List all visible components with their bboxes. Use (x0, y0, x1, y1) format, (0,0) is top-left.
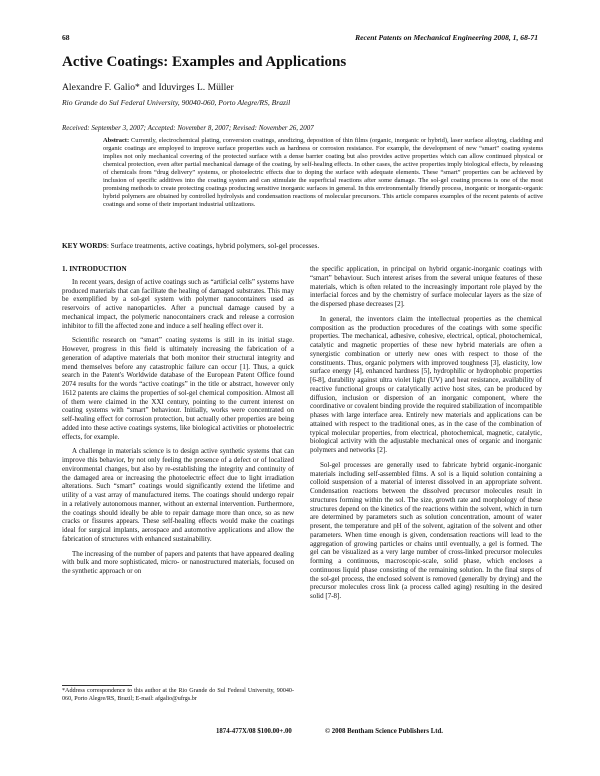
submission-dates: Received: September 3, 2007; Accepted: November 8, 2007; Revised: November 26, 2007 (62, 124, 314, 132)
abstract-label: Abstract: (103, 137, 130, 144)
abstract (103, 137, 543, 209)
article-title: Active Coatings: Examples and Applications (62, 54, 347, 70)
paragraph: The increasing of the number of papers and patents that have appeared dealing with bulk and more sophisticated, micro- or nanostructured materials, focused on the synthetic approach or on (62, 549, 294, 575)
right-column (310, 265, 542, 607)
footnote-divider (62, 685, 132, 686)
affiliation: Rio Grande do Sul Federal University, 90040-060, Porto Alegre/RS, Brazil (62, 98, 291, 107)
paragraph: In recent years, design of active coatings such as “artificial cells” systems have produced materials that can facilitate the healing of damaged substrates. This may be exemplified by a sol-gel system with polymer nanocontainers used as reservoirs of active nanoparticles. After a punctual damage caused by a mechanical impact, the polymeric nanocontainers crack and release a corrosion inhibitor to fill the affected zone and induce a self healing effect over it. (62, 277, 294, 330)
issn-price: 1874-477X/08 $100.00+.00 (216, 728, 292, 735)
section-heading: 1. INTRODUCTION (62, 265, 127, 273)
page-number: 68 (62, 33, 70, 42)
paragraph: In general, the inventors claim the intellectual properties as the chemical composition as the production procedures of the coatings with some specific properties. The mechanical, adhesive, cohesive, electrical, optical, photochemical, catalytic and magnetic properties of these new hybrid materials are often a synergistic combination or utterly new ones with respect to those of the constituents. Thus, organic polymers with improved toughness [3], elasticity, low surface energy [4], enhanced hardness [5], hydrophilic or hydrophobic properties [6-8], durability against ultra violet light (UV) and heat resistance, availability of reactive functional groups or catalytically active host sites, can be produced by diffusion, inclusion or dispersion of an inorganic component, where the coordinative or covalent binding provide the required stabilization of incompatible phases with large interface area. Entirely new materials and applications can be attained with respect to the traditional ones, as in the case of the combination of typical molecular properties, from electrical, photochemical, magnetic, catalytic, biological activity with the adjustable mechanical ones of organic and inorganic polymers and networks [2]. (310, 314, 542, 454)
abstract-text: Currently, electrochemical plating, conversion coatings, anodizing, deposition of thin films (organic, inorganic or hybrid), laser surface alloying, cladding and organic coatings are employed to improve surface properties such as hardness or corrosion resistance. For example, the development of new “smart” coating systems implies not only mechanical covering of the protected surface with a dense barrier coating but also provides active properties which can allow continued physical or chemical protection, even after partial mechanical damage of the coating, by self-healing effects. In other cases, the active properties imply biological effects, by releasing of chemicals from “drug delivery” systems, or photoelectric effects due to doping the surface with adequate elements. These “smart” properties can be achieved by inclusion of specific additives into the coating system and can stimulate the superficial reactions after some damage. The sol-gel coating process is one of the most promising methods to create protecting coatings producing sensitive inorganic surfaces in general. In this environmentally friendly process, inorganic or inorganic-organic hybrid polymers are obtained by controlled hydrolysis and condensation reactions of molecular precursors. This article compares examples of the recent patents of active coatings and some of their important industrial utilizations. (103, 137, 543, 209)
journal-citation: Recent Patents on Mechanical Engineering 2008, 1, 68-71 (355, 33, 538, 42)
copyright: © 2008 Bentham Science Publishers Ltd. (325, 728, 443, 735)
paragraph: the specific application, in principal on hybrid organic-inorganic coatings with “smart” behaviour. Such interest arises from the several unique features of these materials, which is often related to the increasingly important role played by the interfacial forces and by the chemistry of surface molecular layers as the size of the dispersed phase decreases [2]. (310, 265, 542, 308)
keywords (62, 241, 542, 250)
paragraph: Sol-gel processes are generally used to fabricate hybrid organic-inorganic materials including self-assembled films. A sol is a liquid solution containing a colloid suspension of a material of interest dissolved in an appropriate solvent. Condensation reactions between the dissolved precursor molecules result in structures forming within the sol. The size, growth rate and morphology of these structures depend on the kinetics of the reactions within the solvent, which in turn are determined by parameters such as solution concentration, amount of water present, the temperature and pH of the solvent, agitation of the solvent and other parameters. When time enough is given, condensation reactions will lead to the aggregation of growing particles or chains until eventually, a gel is formed. The gel can be visualized as a very large number of cross-linked precursor molecules forming a continuous, macroscopic-scale, solid phase, which encloses a continuous liquid phase consisting of the remaining solution. In the final steps of the sol-gel process, the enclosed solvent is removed (generally by drying) and the precursor molecules cross link (a process called aging) resulting in the desired solid [7-8]. (310, 460, 542, 600)
correspondence-footnote: *Address correspondence to this author at the Rio Grande do Sul Federal University, 90040-060, Porto Alegre/RS, Brazil; E-mail: afgalio@ufrgs.br (62, 688, 294, 702)
paragraph: Scientific research on “smart” coating systems is still in its initial stage. However, progress in this field is ultimately increasing the fabrication of a generation of adaptive materials that both monitor their structural integrity and mend themselves before any catastrophic failure can occur [1]. Thus, a quick search in the Patent's Worldwide database of the European Patent Office found 2074 results for the words “active coatings” in the title or abstract, however only 1612 patents are claims the properties of sol-gel chemical composition. Almost all of them were claimed in the XXI century, pointing to the current interest on coating systems with “smart” behaviour. Initially, works were concentrated on self-healing effect for corrosion protection, but actually other properties are being added into these active coatings systems, like biological activities or photoelectric effects, for example. (62, 336, 294, 441)
keywords-label: KEY WORDS (62, 241, 107, 250)
author-list: Alexandre F. Galio* and Iduvirges L. Müller (62, 82, 234, 93)
left-column (62, 265, 294, 582)
keywords-text: : Surface treatments, active coatings, hybrid polymers, sol-gel processes. (106, 241, 320, 250)
paragraph: A challenge in materials science is to design active synthetic systems that can improve this behavior, by not only feeling the presence of a defect or of localized environmental changes, but also by re-establishing the integrity and continuity of the damaged area or increasing the photoelectric effect due to light irradiation alterations. Such “smart” coatings would significantly extend the lifetime and utility of a vast array of manufactured items. The coatings should undergo repair in a relatively autonomous manner, without an external intervention. Furthermore, the coatings should ideally be able to repair damage more than once, so as new cracks or fissures appears. These self-healing effects would make the coatings ideal for surgical implants, aerospace and automotive applications and allow the fabrication of structures with enhanced sustainability. (62, 447, 294, 543)
